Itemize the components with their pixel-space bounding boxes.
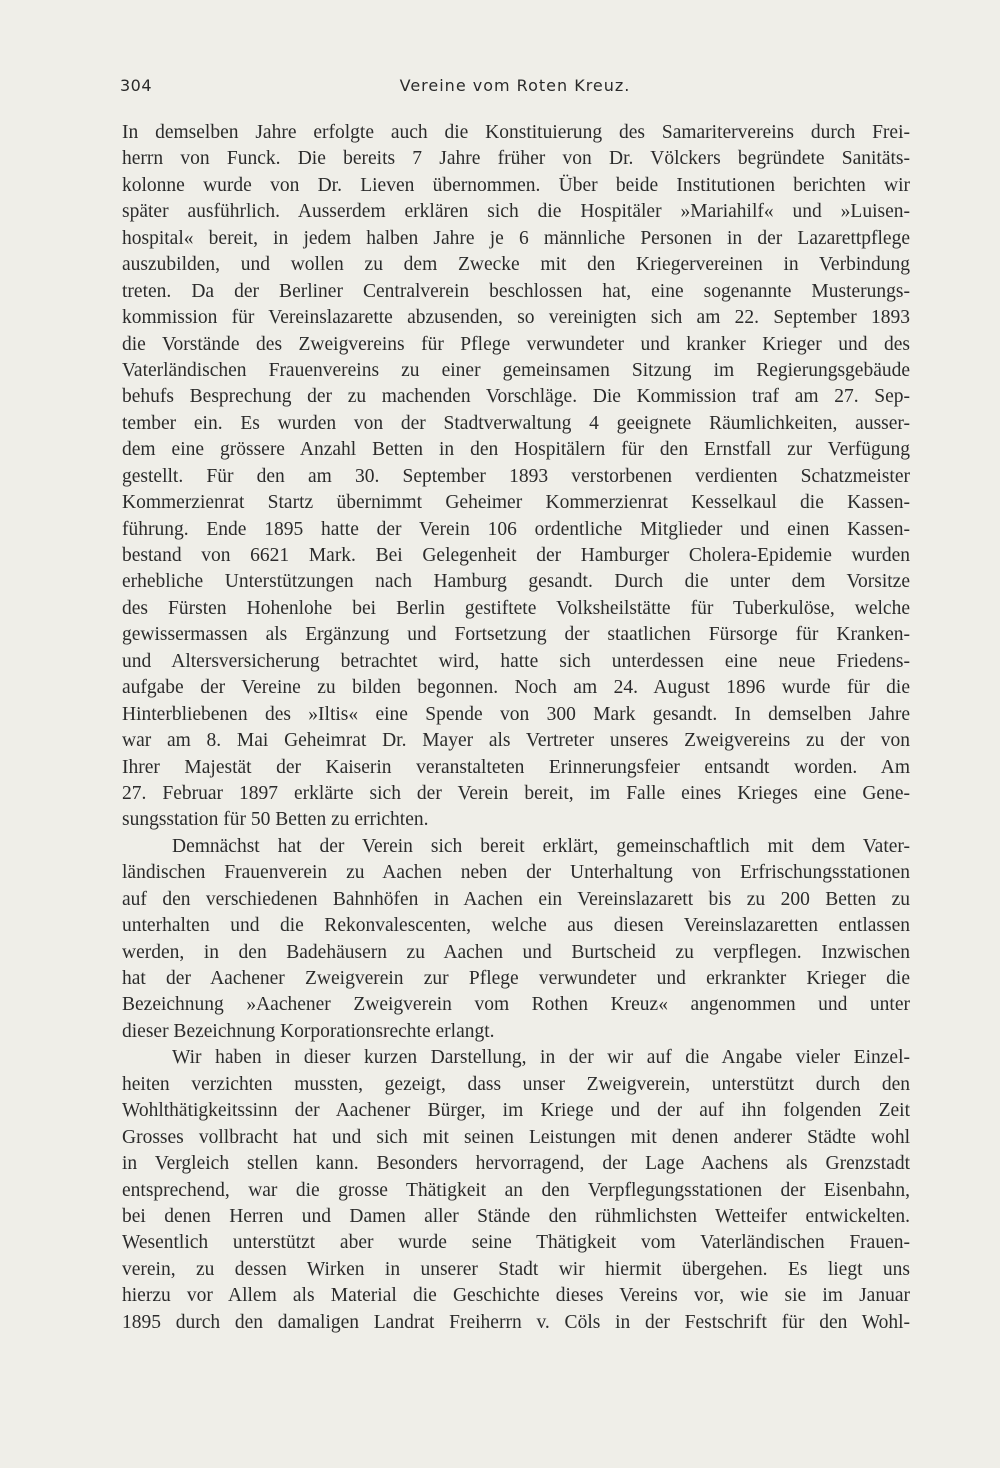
text-line: Ihrer Majestät der Kaiserin veranstalteten Erinnerungsfeier entsandt worden. Am bbox=[122, 756, 910, 778]
text-line: des Fürsten Hohenlohe bei Berlin gestiftete Volksheilstätte für Tuberkulöse, welche bbox=[122, 597, 910, 619]
text-line: sungsstation für 50 Betten zu errichten. bbox=[122, 809, 429, 831]
text-line: behufs Besprechung der zu machenden Vorschläge. Die Kommission traf am 27. Sep- bbox=[122, 386, 910, 408]
text-line: werden, in den Badehäusern zu Aachen und Burtscheid zu verpflegen. Inzwischen bbox=[122, 941, 910, 963]
text-line: Demnächst hat der Verein sich bereit erklärt, gemeinschaftlich mit dem Vater- bbox=[172, 835, 910, 857]
text-line: entsprechend, war die grosse Thätigkeit an den Verpflegungsstationen der Eisenbahn, bbox=[122, 1179, 910, 1201]
text-line: dieser Bezeichnung Korporationsrechte erlangt. bbox=[122, 1020, 495, 1042]
page-header bbox=[120, 76, 910, 102]
text-line: Hinterbliebenen des »Iltis« eine Spende von 300 Mark gesandt. In demselben Jahre bbox=[122, 703, 910, 725]
text-line: gewissermassen als Ergänzung und Fortsetzung der staatlichen Fürsorge für Kranken- bbox=[122, 624, 910, 646]
text-line: treten. Da der Berliner Centralverein beschlossen hat, eine sogenannte Musterungs- bbox=[122, 280, 910, 302]
text-line: war am 8. Mai Geheimrat Dr. Mayer als Vertreter unseres Zweigvereins zu der von bbox=[122, 730, 910, 752]
text-line: Vaterländischen Frauenvereins zu einer gemeinsamen Sitzung im Regierungsgebäude bbox=[122, 359, 910, 381]
text-line: Wohlthätigkeitssinn der Aachener Bürger, im Kriege und der auf ihn folgenden Zeit bbox=[122, 1100, 910, 1122]
text-line: in Vergleich stellen kann. Besonders hervorragend, der Lage Aachens als Grenzstadt bbox=[122, 1153, 910, 1175]
text-line: Bezeichnung »Aachener Zweigverein vom Rothen Kreuz« angenommen und unter bbox=[122, 994, 910, 1016]
text-line: aufgabe der Vereine zu bilden begonnen. Noch am 24. August 1896 wurde für die bbox=[122, 677, 910, 699]
text-line: auf den verschiedenen Bahnhöfen in Aachen ein Vereinslazarett bis zu 200 Betten zu bbox=[122, 888, 910, 910]
text-line: In demselben Jahre erfolgte auch die Konstituierung des Samaritervereins durch Frei- bbox=[122, 122, 910, 143]
text-line: kommission für Vereinslazarette abzusenden, so vereinigten sich am 22. September 1893 bbox=[122, 307, 910, 329]
text-line: dem eine grössere Anzahl Betten in den Hospitälern für den Ernstfall zur Verfügung bbox=[122, 439, 910, 461]
text-line: bei denen Herren und Damen aller Stände den rühmlichsten Wetteifer entwickelten. bbox=[122, 1205, 910, 1227]
text-line: Wesentlich unterstützt aber wurde seine Thätigkeit vom Vaterländischen Frauen- bbox=[122, 1232, 910, 1254]
text-line: führung. Ende 1895 hatte der Verein 106 ordentliche Mitglieder und einen Kassen- bbox=[122, 518, 910, 540]
text-line: Grosses vollbracht hat und sich mit seinen Leistungen mit denen anderer Städte wohl bbox=[122, 1126, 910, 1148]
text-line: gestellt. Für den am 30. September 1893 verstorbenen verdienten Schatzmeister bbox=[122, 465, 910, 487]
text-line: herrn von Funck. Die bereits 7 Jahre früher von Dr. Völckers begründete Sanitäts- bbox=[122, 148, 910, 170]
text-line: auszubilden, und wollen zu dem Zwecke mit den Kriegervereinen in Verbindung bbox=[122, 254, 910, 276]
text-line: 1895 durch den damaligen Landrat Freiherrn v. Cöls in der Festschrift für den Wohl- bbox=[122, 1311, 910, 1333]
text-line: heiten verzichten mussten, gezeigt, dass unser Zweigverein, unterstützt durch den bbox=[122, 1073, 910, 1095]
text-line: ländischen Frauenverein zu Aachen neben der Unterhaltung von Erfrischungsstationen bbox=[122, 862, 910, 884]
text-line: Kommerzienrat Startz übernimmt Geheimer Kommerzienrat Kesselkaul die Kassen- bbox=[122, 492, 910, 514]
text-line: hierzu vor Allem als Material die Geschichte dieses Vereins vor, wie sie im Januar bbox=[122, 1285, 910, 1307]
text-line: die Vorstände des Zweigvereins für Pflege verwundeter und kranker Krieger und des bbox=[122, 333, 910, 355]
text-line: kolonne wurde von Dr. Lieven übernommen. Über beide Institutionen berichten wir bbox=[122, 174, 910, 196]
text-line: bestand von 6621 Mark. Bei Gelegenheit der Hamburger Cholera-Epidemie wurden bbox=[122, 545, 910, 566]
text-line: später ausführlich. Ausserdem erklären sich die Hospitäler »Mariahilf« und »Luisen- bbox=[122, 201, 910, 223]
page-number: 304 bbox=[120, 76, 153, 95]
text-line: tember ein. Es wurden von der Stadtverwaltung 4 geeignete Räumlichkeiten, ausser- bbox=[122, 412, 910, 434]
text-line: unterhalten und die Rekonvalescenten, welche aus diesen Vereinslazaretten entlassen bbox=[122, 915, 910, 937]
text-line: Wir haben in dieser kurzen Darstellung, in der wir auf die Angabe vieler Einzel- bbox=[172, 1047, 910, 1069]
text-line: erhebliche Unterstützungen nach Hamburg gesandt. Durch die unter dem Vorsitze bbox=[122, 571, 910, 593]
text-line: 27. Februar 1897 erklärte sich der Verein bereit, im Falle eines Krieges eine Gene- bbox=[122, 782, 910, 804]
text-line: und Altersversicherung betrachtet wird, hatte sich unterdessen eine neue Friedens- bbox=[122, 650, 910, 672]
text-line: hat der Aachener Zweigverein zur Pflege verwundeter und erkrankter Krieger die bbox=[122, 968, 910, 989]
text-line: verein, zu dessen Wirken in unserer Stadt wir hiermit übergehen. Es liegt uns bbox=[122, 1258, 910, 1280]
running-head: Vereine vom Roten Kreuz. bbox=[399, 76, 631, 95]
text-line: hospital« bereit, in jedem halben Jahre je 6 männliche Personen in der Lazarettpflege bbox=[122, 227, 910, 249]
body-text bbox=[122, 120, 910, 1336]
